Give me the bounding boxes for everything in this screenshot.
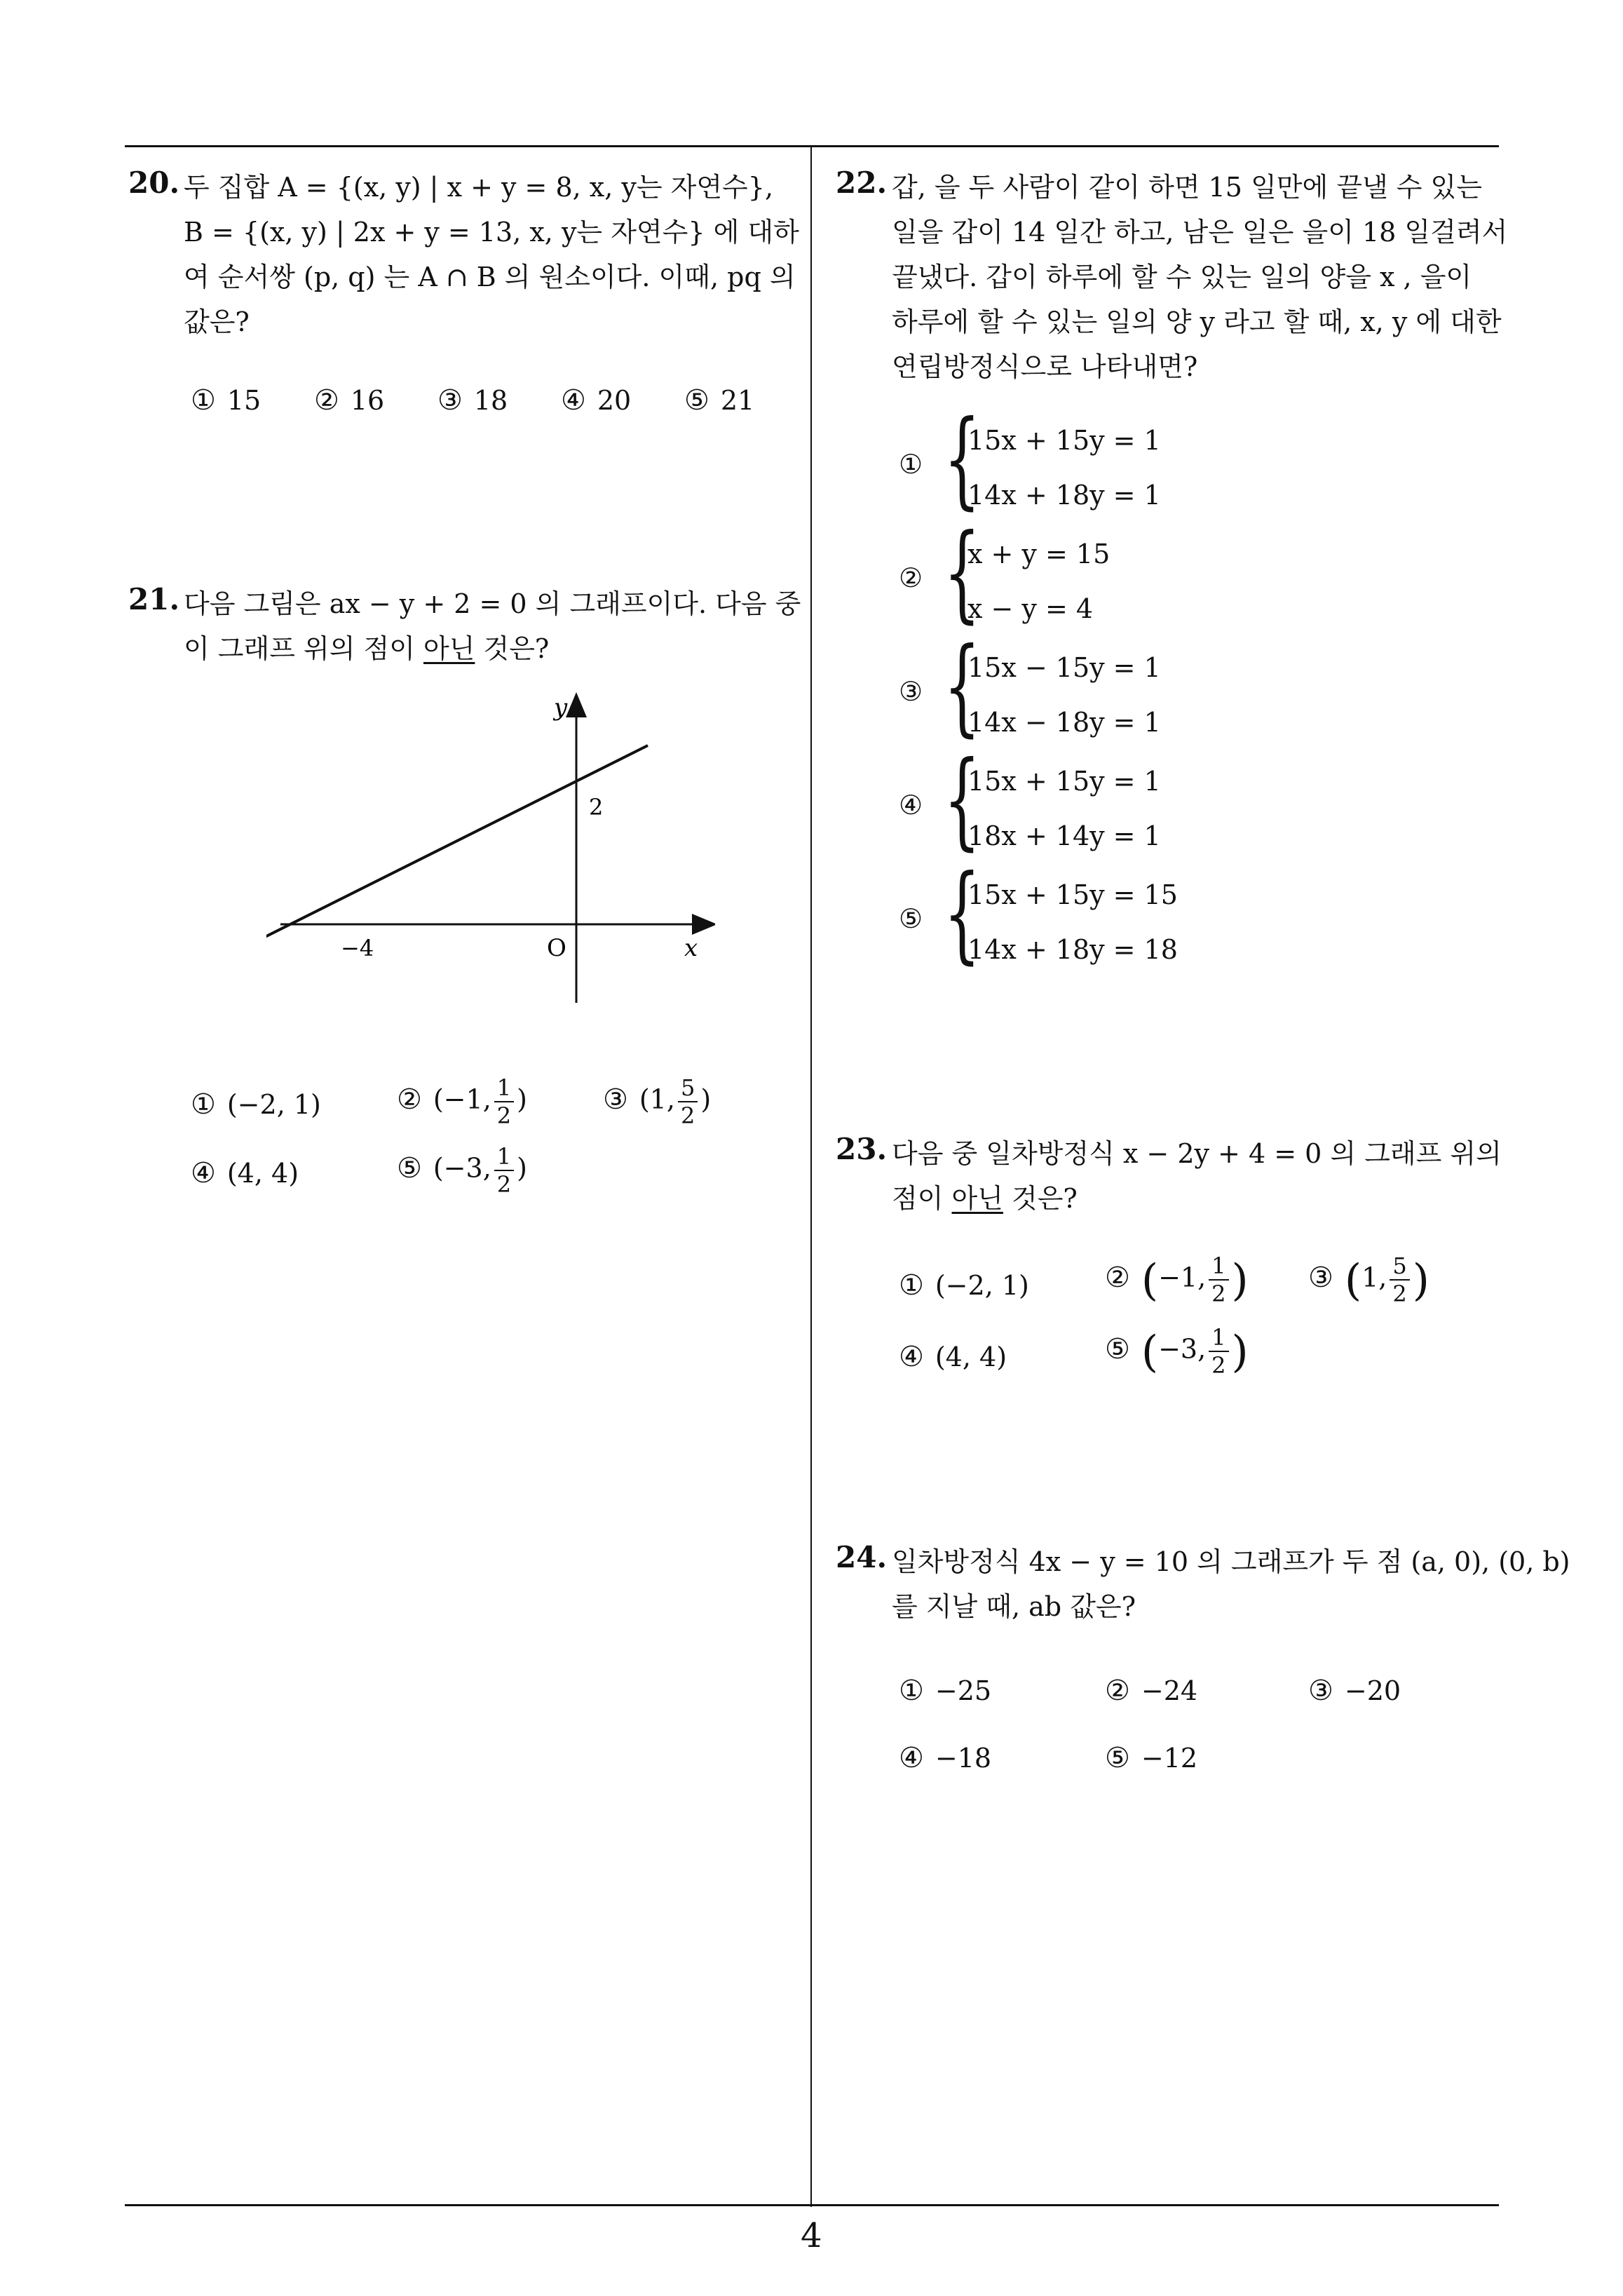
choice-text: (−2, 1) bbox=[935, 1270, 1029, 1301]
fraction: $\frac{1}{2}$ bbox=[494, 1074, 514, 1129]
choice-text: 16 bbox=[350, 385, 385, 416]
y-intercept-label: 2 bbox=[589, 794, 604, 821]
question-number: 22. bbox=[836, 166, 888, 200]
choice-3[interactable] bbox=[437, 384, 508, 417]
choice-1[interactable] bbox=[899, 1269, 1029, 1302]
equation: 15x + 15y = 1 bbox=[967, 766, 1161, 797]
choice-2[interactable] bbox=[314, 384, 384, 417]
choice-mark: ⑤ bbox=[397, 1152, 422, 1184]
choice-1[interactable] bbox=[191, 1088, 321, 1121]
paren-right: ) bbox=[1231, 1325, 1249, 1377]
equation: 15x + 15y = 1 bbox=[967, 425, 1161, 456]
paren-left: ( bbox=[1141, 1254, 1159, 1306]
brace-icon: { bbox=[944, 853, 981, 975]
x-axis-label: x bbox=[684, 934, 698, 962]
choice-1[interactable] bbox=[191, 384, 261, 417]
choice-mark: ① bbox=[899, 449, 923, 480]
question-text-line: 갑, 을 두 사람이 같이 하면 15 일만에 끝낼 수 있는 bbox=[892, 172, 1482, 203]
choice-4[interactable] bbox=[191, 1157, 299, 1189]
choice-3[interactable]: ③ (1, $\frac{5}{2}$ ) bbox=[1308, 1252, 1430, 1307]
choice-text: (4, 4) bbox=[935, 1342, 1007, 1372]
question-text-line: 끝냈다. 갑이 하루에 할 수 있는 일의 양을 x , 을이 bbox=[892, 262, 1472, 292]
choice-text: −25 bbox=[935, 1675, 992, 1706]
equation: 15x + 15y = 15 bbox=[967, 879, 1178, 910]
choice-3[interactable] bbox=[1308, 1675, 1401, 1707]
choice-mark: ② bbox=[1105, 1675, 1130, 1707]
choice-text: −24 bbox=[1141, 1675, 1198, 1706]
fraction: $\frac{1}{2}$ bbox=[494, 1143, 514, 1198]
choice-5[interactable] bbox=[1105, 1742, 1197, 1774]
graph-line bbox=[266, 745, 648, 938]
fraction: $\frac{5}{2}$ bbox=[678, 1074, 698, 1129]
choice-mark: ⑤ bbox=[1105, 1332, 1130, 1365]
choice-mark: ④ bbox=[561, 384, 586, 417]
question-text-line: 두 집합 A = {(x, y) | x + y = 8, x, y는 자연수}, bbox=[184, 172, 774, 203]
choice-text: 18 bbox=[473, 385, 508, 416]
brace-icon: { bbox=[944, 398, 981, 520]
choice-mark: ④ bbox=[899, 1742, 924, 1774]
choice-mark: ① bbox=[899, 1269, 924, 1302]
choice-mark: ① bbox=[899, 1675, 924, 1707]
fraction: $\frac{5}{2}$ bbox=[1390, 1252, 1409, 1307]
top-rule bbox=[125, 145, 1499, 147]
paren-left: ( bbox=[1344, 1254, 1362, 1306]
choice-mark: ③ bbox=[1308, 1675, 1333, 1707]
equation: 15x − 15y = 1 bbox=[967, 652, 1161, 683]
question-text-line: 다음 중 일차방정식 x − 2y + 4 = 0 의 그래프 위의 bbox=[892, 1138, 1502, 1169]
linear-graph bbox=[266, 687, 715, 1010]
choice-mark: ④ bbox=[899, 1341, 924, 1373]
fraction: $\frac{1}{2}$ bbox=[1209, 1252, 1228, 1307]
choice-text: −12 bbox=[1141, 1743, 1198, 1774]
question-text-line: 여 순서쌍 (p, q) 는 A ∩ B 의 원소이다. 이때, pq 의 bbox=[184, 262, 796, 292]
brace-icon: { bbox=[944, 626, 981, 748]
question-text-line: 일을 갑이 14 일간 하고, 남은 일은 을이 18 일걸려서 bbox=[892, 217, 1508, 248]
equation: 14x − 18y = 1 bbox=[967, 707, 1161, 738]
choice-mark: ⑤ bbox=[684, 384, 709, 417]
equation: 14x + 18y = 1 bbox=[967, 480, 1161, 511]
question-text-line: B = {(x, y) | 2x + y = 13, x, y는 자연수} 에 대하 bbox=[184, 217, 799, 248]
bottom-rule bbox=[125, 2204, 1499, 2206]
choice-mark: ② bbox=[397, 1083, 422, 1116]
page-number: 4 bbox=[801, 2216, 822, 2255]
choice-mark: ⑤ bbox=[1105, 1742, 1130, 1774]
choice-5[interactable] bbox=[684, 384, 754, 417]
equation: x − y = 4 bbox=[967, 593, 1094, 624]
column-divider bbox=[810, 145, 812, 2207]
question-number: 23. bbox=[836, 1132, 888, 1166]
choice-text: 21 bbox=[720, 385, 755, 416]
question-text-line: 다음 그림은 ax − y + 2 = 0 의 그래프이다. 다음 중 bbox=[184, 588, 801, 619]
choice-text: (4, 4) bbox=[226, 1158, 299, 1189]
choice-mark: ③ bbox=[899, 676, 923, 707]
choice-mark: ② bbox=[314, 384, 339, 417]
fraction: $\frac{1}{2}$ bbox=[1209, 1324, 1228, 1379]
y-axis-label: y bbox=[554, 694, 568, 722]
choice-5[interactable]: ⑤ (−3, $\frac{1}{2}$ ) bbox=[1105, 1324, 1249, 1379]
question-text-line: 점이 아닌 것은? bbox=[892, 1183, 1078, 1214]
question-number: 24. bbox=[836, 1540, 888, 1574]
question-text-line: 하루에 할 수 있는 일의 양 y 라고 할 때, x, y 에 대한 bbox=[892, 306, 1502, 337]
x-intercept-label: −4 bbox=[341, 935, 374, 961]
choice-2[interactable]: ② (−1, $\frac{1}{2}$ ) bbox=[397, 1074, 527, 1129]
question-number: 21. bbox=[128, 582, 180, 616]
brace-icon: { bbox=[944, 739, 981, 861]
emphasis-underline: 아닌 bbox=[423, 633, 475, 664]
emphasis-underline: 아닌 bbox=[951, 1183, 1003, 1214]
choice-2[interactable]: ② (−1, $\frac{1}{2}$ ) bbox=[1105, 1252, 1249, 1307]
choice-4[interactable] bbox=[561, 384, 631, 417]
origin-label: O bbox=[547, 934, 566, 962]
question-text-line: 값은? bbox=[184, 306, 250, 337]
choice-mark: ③ bbox=[437, 384, 463, 417]
question-text-line: 연립방정식으로 나타내면? bbox=[892, 351, 1198, 382]
question-text-line: 이 그래프 위의 점이 아닌 것은? bbox=[184, 633, 550, 664]
choice-1[interactable] bbox=[899, 1675, 991, 1707]
choice-3[interactable]: ③ (1, $\frac{5}{2}$ ) bbox=[603, 1074, 712, 1129]
brace-icon: { bbox=[944, 512, 981, 634]
choice-text: 15 bbox=[226, 385, 262, 416]
equation: 14x + 18y = 18 bbox=[967, 934, 1178, 965]
choice-mark: ③ bbox=[1308, 1261, 1333, 1294]
choice-4[interactable] bbox=[899, 1742, 991, 1774]
choice-mark: ④ bbox=[899, 790, 923, 821]
choice-4[interactable] bbox=[899, 1341, 1007, 1373]
choice-mark: ④ bbox=[191, 1157, 216, 1189]
question-text-line: 일차방정식 4x − y = 10 의 그래프가 두 점 (a, 0), (0, b) bbox=[892, 1546, 1570, 1577]
choice-2[interactable] bbox=[1105, 1675, 1197, 1707]
choice-mark: ① bbox=[191, 1088, 216, 1121]
paren-left: ( bbox=[1141, 1325, 1159, 1377]
paren-right: ) bbox=[1412, 1254, 1430, 1306]
choice-mark: ③ bbox=[603, 1083, 628, 1116]
choice-text: (−2, 1) bbox=[226, 1089, 321, 1120]
choice-mark: ⑤ bbox=[899, 903, 923, 934]
question-text-line: 를 지날 때, ab 값은? bbox=[892, 1591, 1136, 1622]
choice-mark: ② bbox=[1105, 1261, 1130, 1294]
choice-text: −20 bbox=[1344, 1675, 1401, 1706]
choice-mark: ① bbox=[191, 384, 216, 417]
paren-right: ) bbox=[1231, 1254, 1249, 1306]
question-number: 20. bbox=[128, 166, 180, 200]
equation: x + y = 15 bbox=[967, 539, 1111, 569]
choice-5[interactable]: ⑤ (−3, $\frac{1}{2}$ ) bbox=[397, 1143, 527, 1198]
choice-text: −18 bbox=[935, 1743, 992, 1774]
choice-text: 20 bbox=[597, 385, 632, 416]
choice-mark: ② bbox=[899, 562, 923, 593]
equation: 18x + 14y = 1 bbox=[967, 821, 1161, 851]
